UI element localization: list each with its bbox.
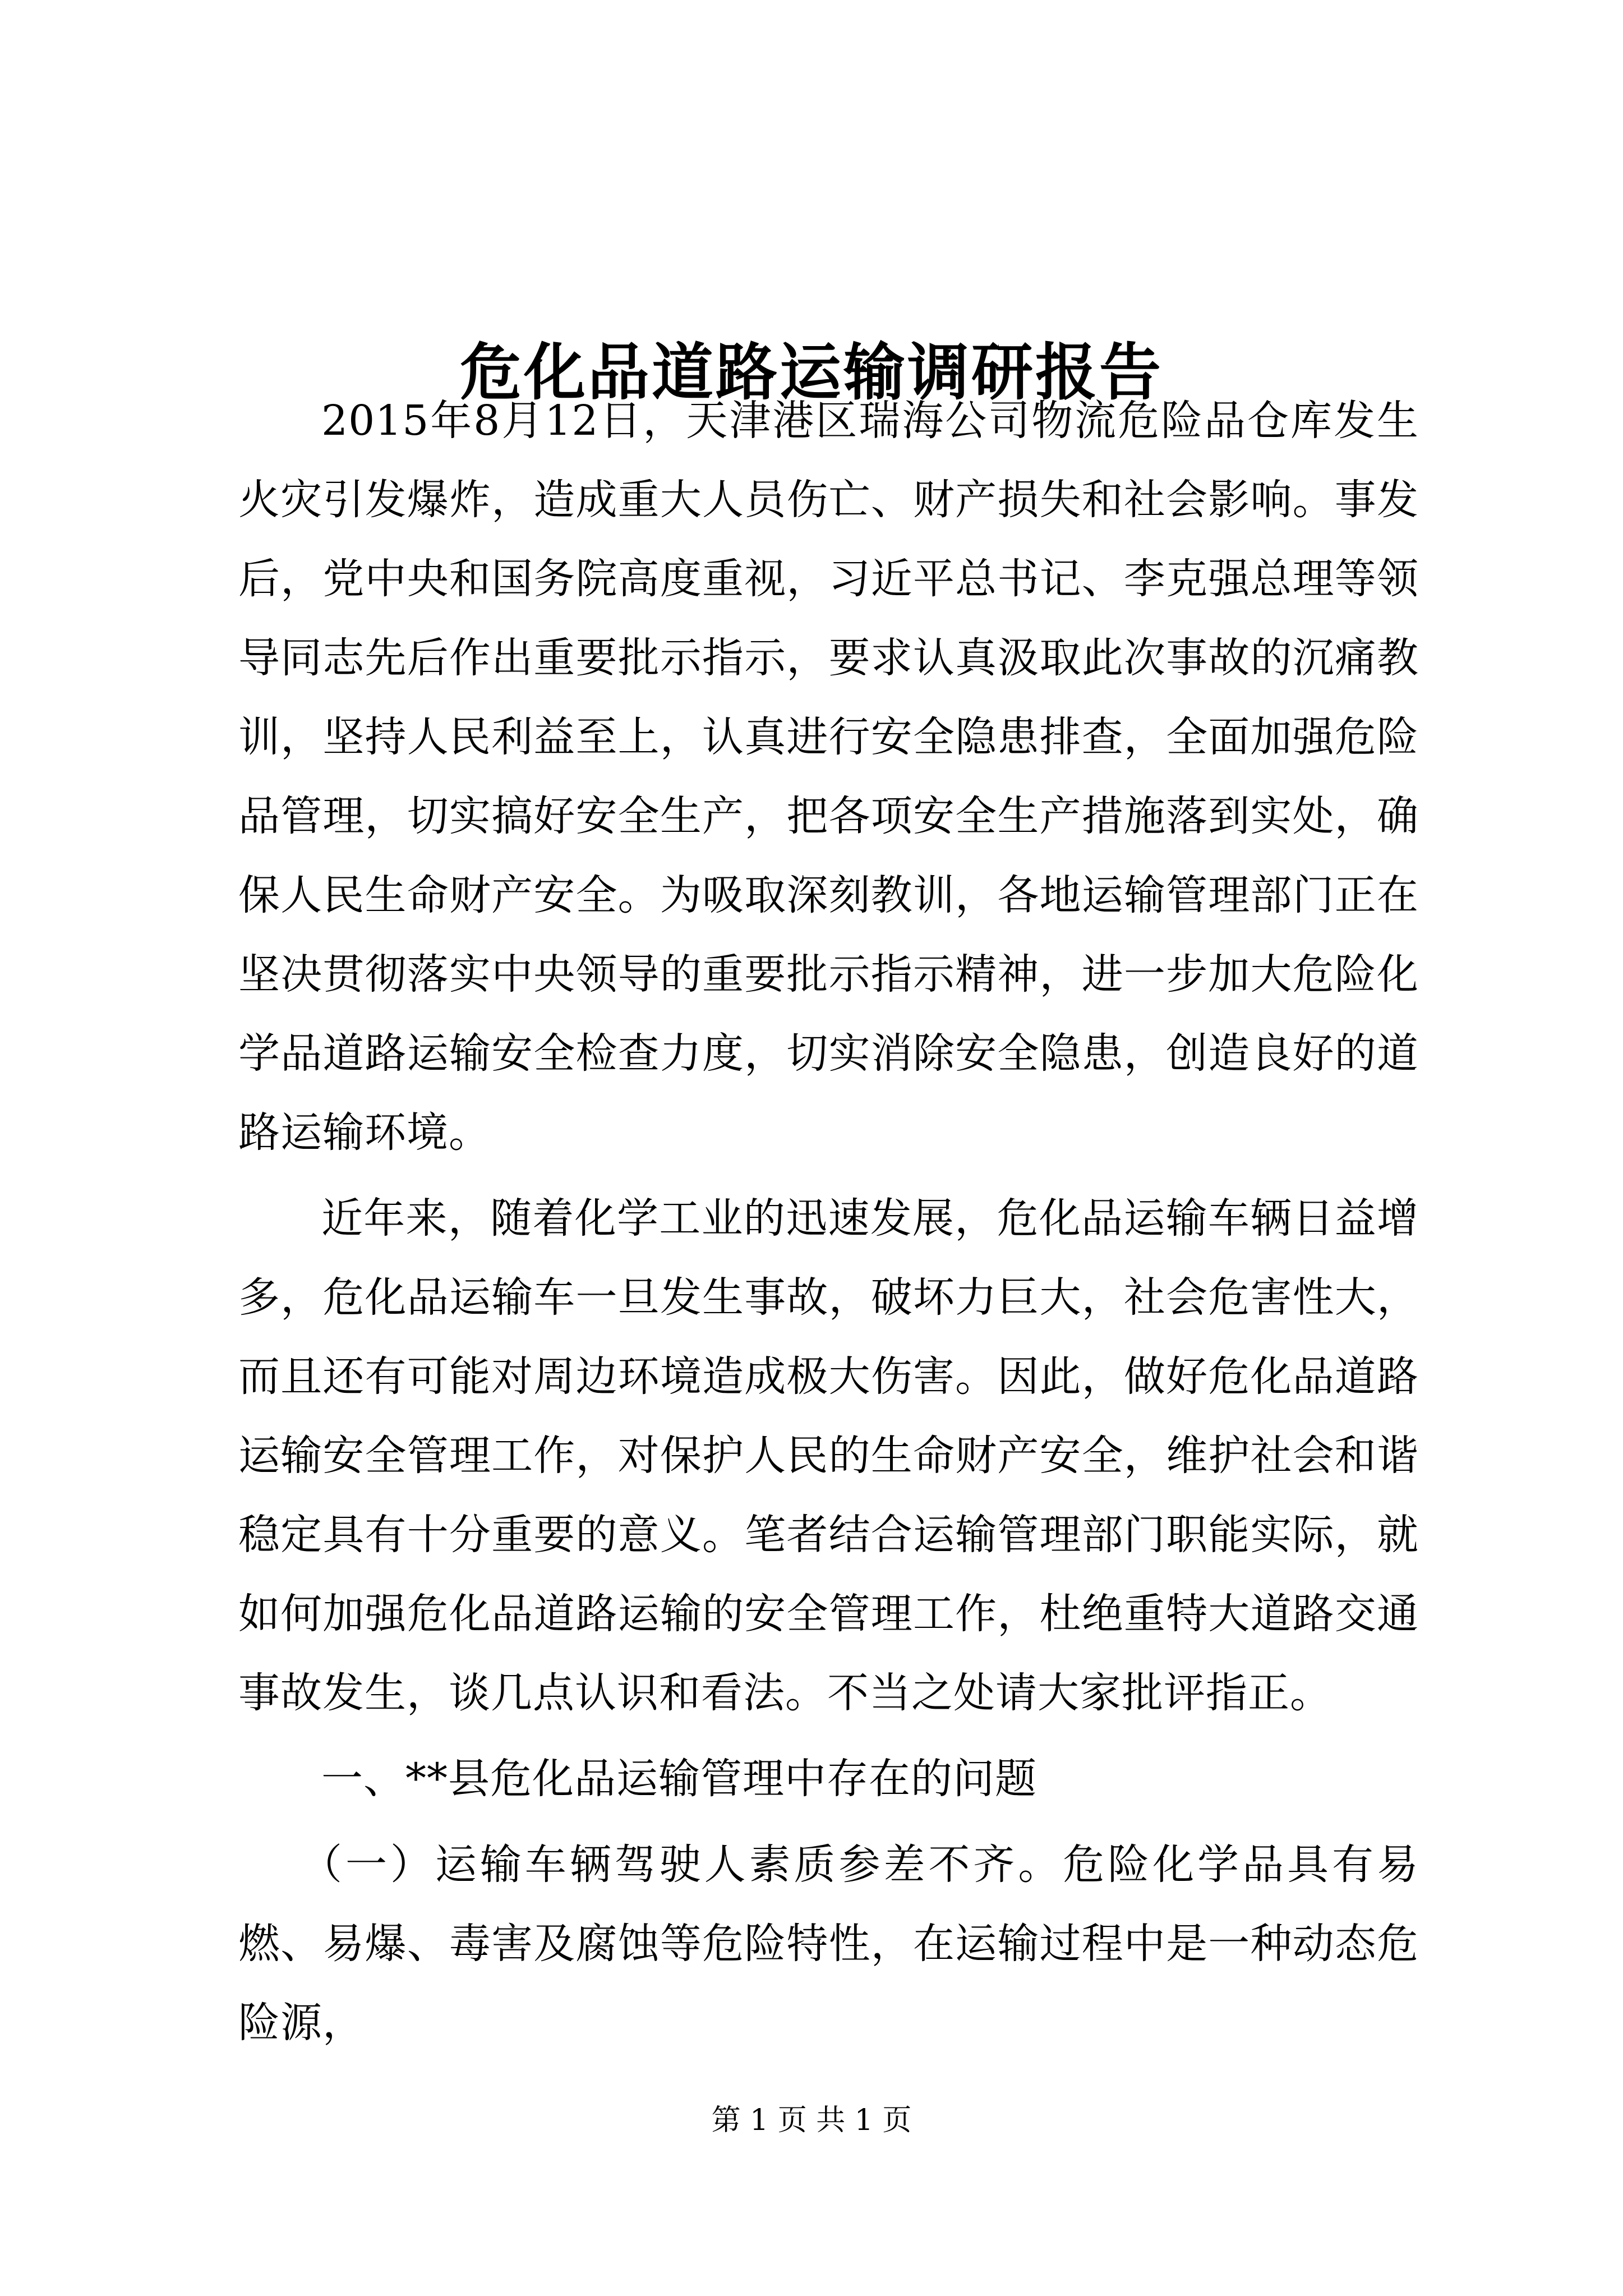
paragraph-background: 近年来，随着化学工业的迅速发展，危化品运输车辆日益增多，危化品运输车一旦发生事故，破坏力巨大，社会危害性大，而且还有可能对周边环境造成极大伤害。因此，做好危化品道路运输安全管理工作，对保护人民的生命财产安全，维护社会和谐稳定具有十分重要的意义。笔者结合运输管理部门职能实际，就如何加强危化品道路运输的安全管理工作，杜绝重特大道路交通事故发生，谈几点认识和看法。不当之处请大家批评指正。 <box>238 1194 1419 1717</box>
section-heading: 一、**县危化品运输管理中存在的问题 <box>321 1755 1037 1803</box>
subsection-paragraph: （一）运输车辆驾驶人素质参差不齐。危险化学品具有易燃、易爆、毒害及腐蚀等危险特性，在运输过程中是一种动态危险源， <box>238 1841 1419 2047</box>
page-number-footer: 第 1 页 共 1 页 <box>711 2104 912 2137</box>
document-body <box>238 381 1419 2063</box>
document-title: 危化品道路运输调研报告 <box>460 335 1163 408</box>
paragraph-intro: 2015年8月12日，天津港区瑞海公司物流危险品仓库发生火灾引发爆炸，造成重大人员伤亡、财产损失和社会影响。事发后，党中央和国务院高度重视，习近平总书记、李克强总理等领导同志先后作出重要批示指示，要求认真汲取此次事故的沉痛教训，坚持人民利益至上，认真进行安全隐患排查，全面加强危险品管理，切实搞好安全生产，把各项安全生产措施落到实处，确保人民生命财产安全。为吸取深刻教训，各地运输管理部门正在坚决贯彻落实中央领导的重要批示指示精神，进一步加大危险化学品道路运输安全检查力度，切实消除安全隐患，创造良好的道路运输环境。 <box>238 397 1419 1157</box>
